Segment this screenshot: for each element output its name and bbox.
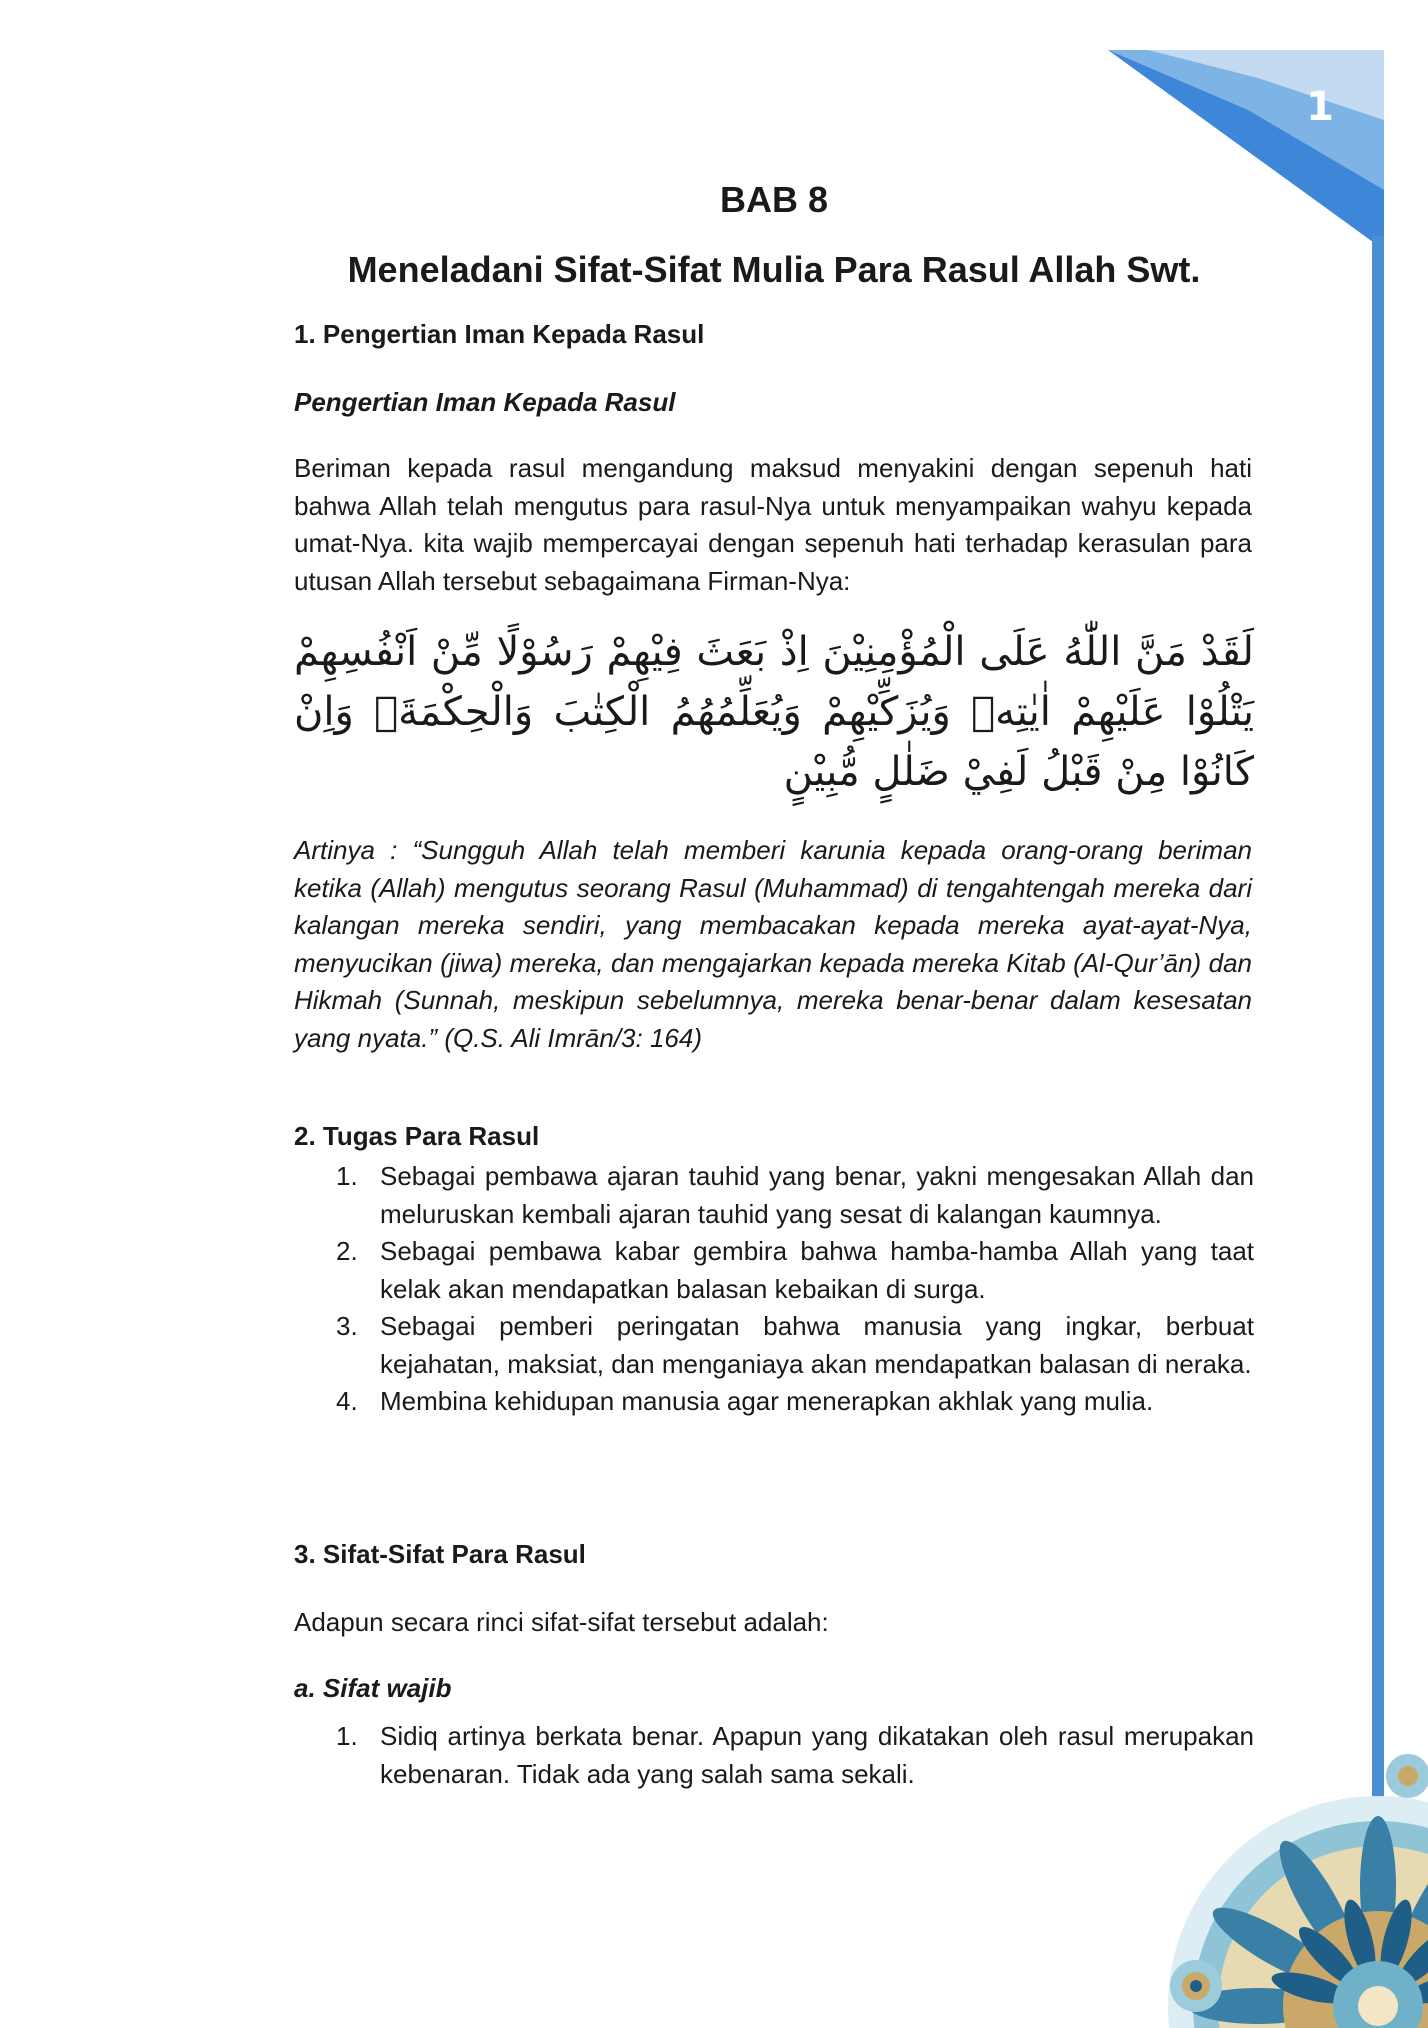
section-3-intro: Adapun secara rinci sifat-sifat tersebut adalah: — [294, 1607, 829, 1637]
list-item-number: 4. — [336, 1386, 358, 1416]
list-item-number: 1. — [336, 1161, 358, 1191]
list-item-text: Sidiq artinya berkata benar. Apapun yang dikatakan oleh rasul merupakan kebenaran. Tidak ada yang salah sama sekali. — [380, 1721, 1254, 1789]
page-number: 1 — [1306, 84, 1334, 130]
chapter-label: BAB 8 — [719, 179, 829, 220]
chapter-title: Meneladani Sifat-Sifat Mulia Para Rasul Allah Swt. — [347, 249, 1201, 290]
list-item-number: 1. — [336, 1721, 358, 1751]
section-2-list — [294, 1158, 1254, 1421]
section-3-subheading: a. Sifat wajib — [294, 1673, 452, 1703]
list-item-number: 3. — [336, 1311, 358, 1341]
list-item — [294, 1383, 1254, 1421]
section-1-subheading: Pengertian Iman Kepada Rasul — [294, 387, 676, 417]
list-item-text: Membina kehidupan manusia agar menerapkan akhlak yang mulia. — [380, 1386, 1154, 1416]
section-2-heading: 2. Tugas Para Rasul — [294, 1121, 540, 1151]
list-item — [294, 1308, 1254, 1383]
list-item-text: Sebagai pembawa kabar gembira bahwa hamba-hamba Allah yang taat kelak akan mendapatkan balasan kebaikan di surga. — [380, 1236, 1254, 1304]
quran-verse: لَقَدْ مَنَّ اللّٰهُ عَلَى الْمُؤْمِنِيْنَ اِذْ بَعَثَ فِيْهِمْ رَسُوْلًا مِّنْ اَنْفُسِهِمْ يَتْلُوْا عَلَيْهِمْ اٰيٰتِهٖ وَيُزَكِّيْهِمْ وَيُعَلِّمُهُمُ الْكِتٰبَ وَالْحِكْمَةَۚ وَاِنْ كَانُوْا مِنْ قَبْلُ لَفِيْ ضَلٰلٍ مُّبِيْنٍ — [294, 629, 1254, 795]
list-item-text: Sebagai pembawa ajaran tauhid yang benar, yakni mengesakan Allah dan meluruskan kembali ajaran tauhid yang sesat di kalangan kaumnya. — [380, 1161, 1254, 1229]
section-3-heading: 3. Sifat-Sifat Para Rasul — [294, 1539, 586, 1569]
list-item — [294, 1718, 1254, 1793]
list-item-text: Sebagai pemberi peringatan bahwa manusia yang ingkar, berbuat kejahatan, maksiat, dan menganiaya akan mendapatkan balasan di neraka. — [380, 1311, 1254, 1379]
section-1-heading: 1. Pengertian Iman Kepada Rasul — [294, 319, 705, 349]
list-item — [294, 1158, 1254, 1233]
list-item-number: 2. — [336, 1236, 358, 1266]
verse-translation: Artinya : “Sungguh Allah telah memberi karunia kepada orang-orang beriman ketika (Allah) mengutus seorang Rasul (Muhammad) di tengahtengah mereka dari kalangan mereka sendiri, yang membacakan kepada mereka ayat-ayat-Nya, menyucikan (jiwa) mereka, dan mengajarkan kepada mereka Kitab (Al-Qur’ān) dan Hikmah (Sunnah, meskipun sebelumnya, mereka benar-benar dalam kesesatan yang nyata.” (Q.S. Ali Imrān/3: 164) — [294, 835, 1252, 1053]
section-3-list — [294, 1718, 1254, 1793]
list-item — [294, 1233, 1254, 1308]
section-1-paragraph: Beriman kepada rasul mengandung maksud menyakini dengan sepenuh hati bahwa Allah telah mengutus para rasul-Nya untuk menyampaikan wahyu kepada umat-Nya. kita wajib mempercayai dengan sepenuh hati terhadap kerasulan para utusan Allah tersebut sebagaimana Firman-Nya: — [294, 453, 1252, 596]
